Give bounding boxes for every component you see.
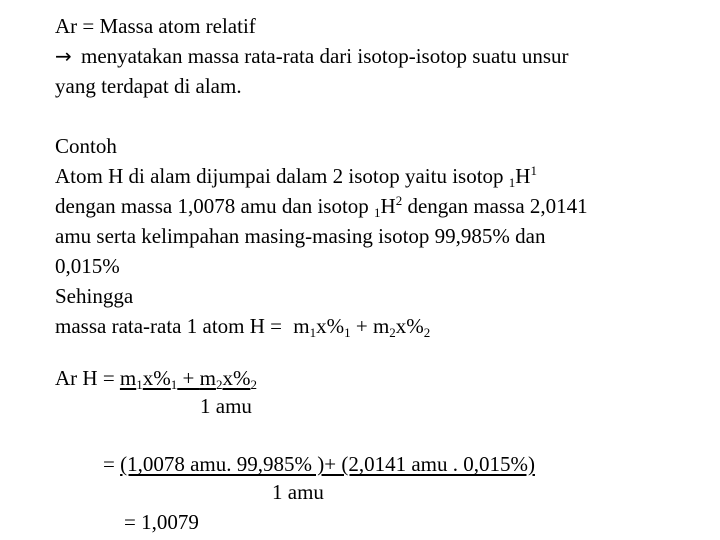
calculation-result: = 1,0079 — [124, 510, 199, 534]
example-heading: Contoh — [55, 134, 117, 158]
average-mass-label: massa rata-rata 1 atom H = — [55, 314, 288, 338]
isotope-2-mass-number: 2 — [395, 193, 403, 208]
isotope-1-symbol: H — [515, 164, 531, 188]
term-x1: x% — [316, 314, 345, 338]
term-m2-sub: 2 — [389, 325, 396, 340]
calculation-numerator: (1,0078 amu. 99,985% )+ (2,0141 amu . 0,015%) — [120, 452, 535, 476]
calculation-line — [103, 452, 535, 476]
isotope-2-symbol: H — [380, 194, 396, 218]
num-x2: x% — [222, 366, 251, 390]
num-m2: m — [199, 366, 216, 390]
definition-line-2-text: menyatakan massa rata-rata dari isotop-isotop suatu unsur — [81, 44, 569, 68]
isotope-1-atomic-number: 1 — [508, 175, 516, 190]
num-x2-sub: 2 — [250, 377, 257, 392]
num-m1: m — [119, 366, 137, 390]
num-plus: + — [177, 366, 200, 390]
ar-formula-label: Ar H = — [55, 366, 120, 390]
definition-line-3: yang terdapat di alam. — [55, 74, 242, 98]
example-line-1-text: Atom H di alam dijumpai dalam 2 isotop yaitu isotop — [55, 164, 509, 188]
example-line-3: amu serta kelimpahan masing-masing isotop 99,985% dan — [55, 224, 546, 248]
example-line-2-text-a: dengan massa 1,0078 amu dan isotop — [55, 194, 375, 218]
term-x1-sub: 1 — [344, 325, 351, 340]
isotope-1-mass-number: 1 — [530, 163, 537, 178]
example-line-1 — [55, 164, 537, 188]
calculation-denominator: 1 amu — [272, 480, 324, 504]
num-m2-sub: 2 — [215, 377, 223, 392]
calculation-equals: = — [103, 452, 121, 476]
num-m1-sub: 1 — [136, 377, 143, 392]
example-line-2-text-b: dengan massa 2,0141 — [402, 194, 588, 218]
isotope-2-atomic-number: 1 — [374, 205, 381, 220]
definition-line-1: Ar = Massa atom relatif — [55, 14, 256, 38]
average-mass-line — [55, 314, 430, 338]
example-line-2 — [55, 194, 588, 218]
term-m1-sub: 1 — [309, 325, 317, 340]
term-x2: x% — [395, 314, 424, 338]
arrow-right-icon: → — [55, 44, 72, 68]
sehingga-line: Sehingga — [55, 284, 134, 308]
num-x1-sub: 1 — [170, 377, 178, 392]
ar-formula-line — [55, 366, 257, 390]
definition-line-2 — [55, 44, 569, 68]
term-m1: m — [293, 314, 310, 338]
term-m2: m — [372, 314, 390, 338]
ar-formula-numerator — [120, 366, 257, 390]
average-mass-expression — [293, 314, 430, 338]
term-plus: + — [350, 314, 373, 338]
ar-formula-denominator: 1 amu — [200, 394, 252, 418]
example-line-4: 0,015% — [55, 254, 120, 278]
term-x2-sub: 2 — [423, 325, 431, 340]
num-x1: x% — [142, 366, 171, 390]
